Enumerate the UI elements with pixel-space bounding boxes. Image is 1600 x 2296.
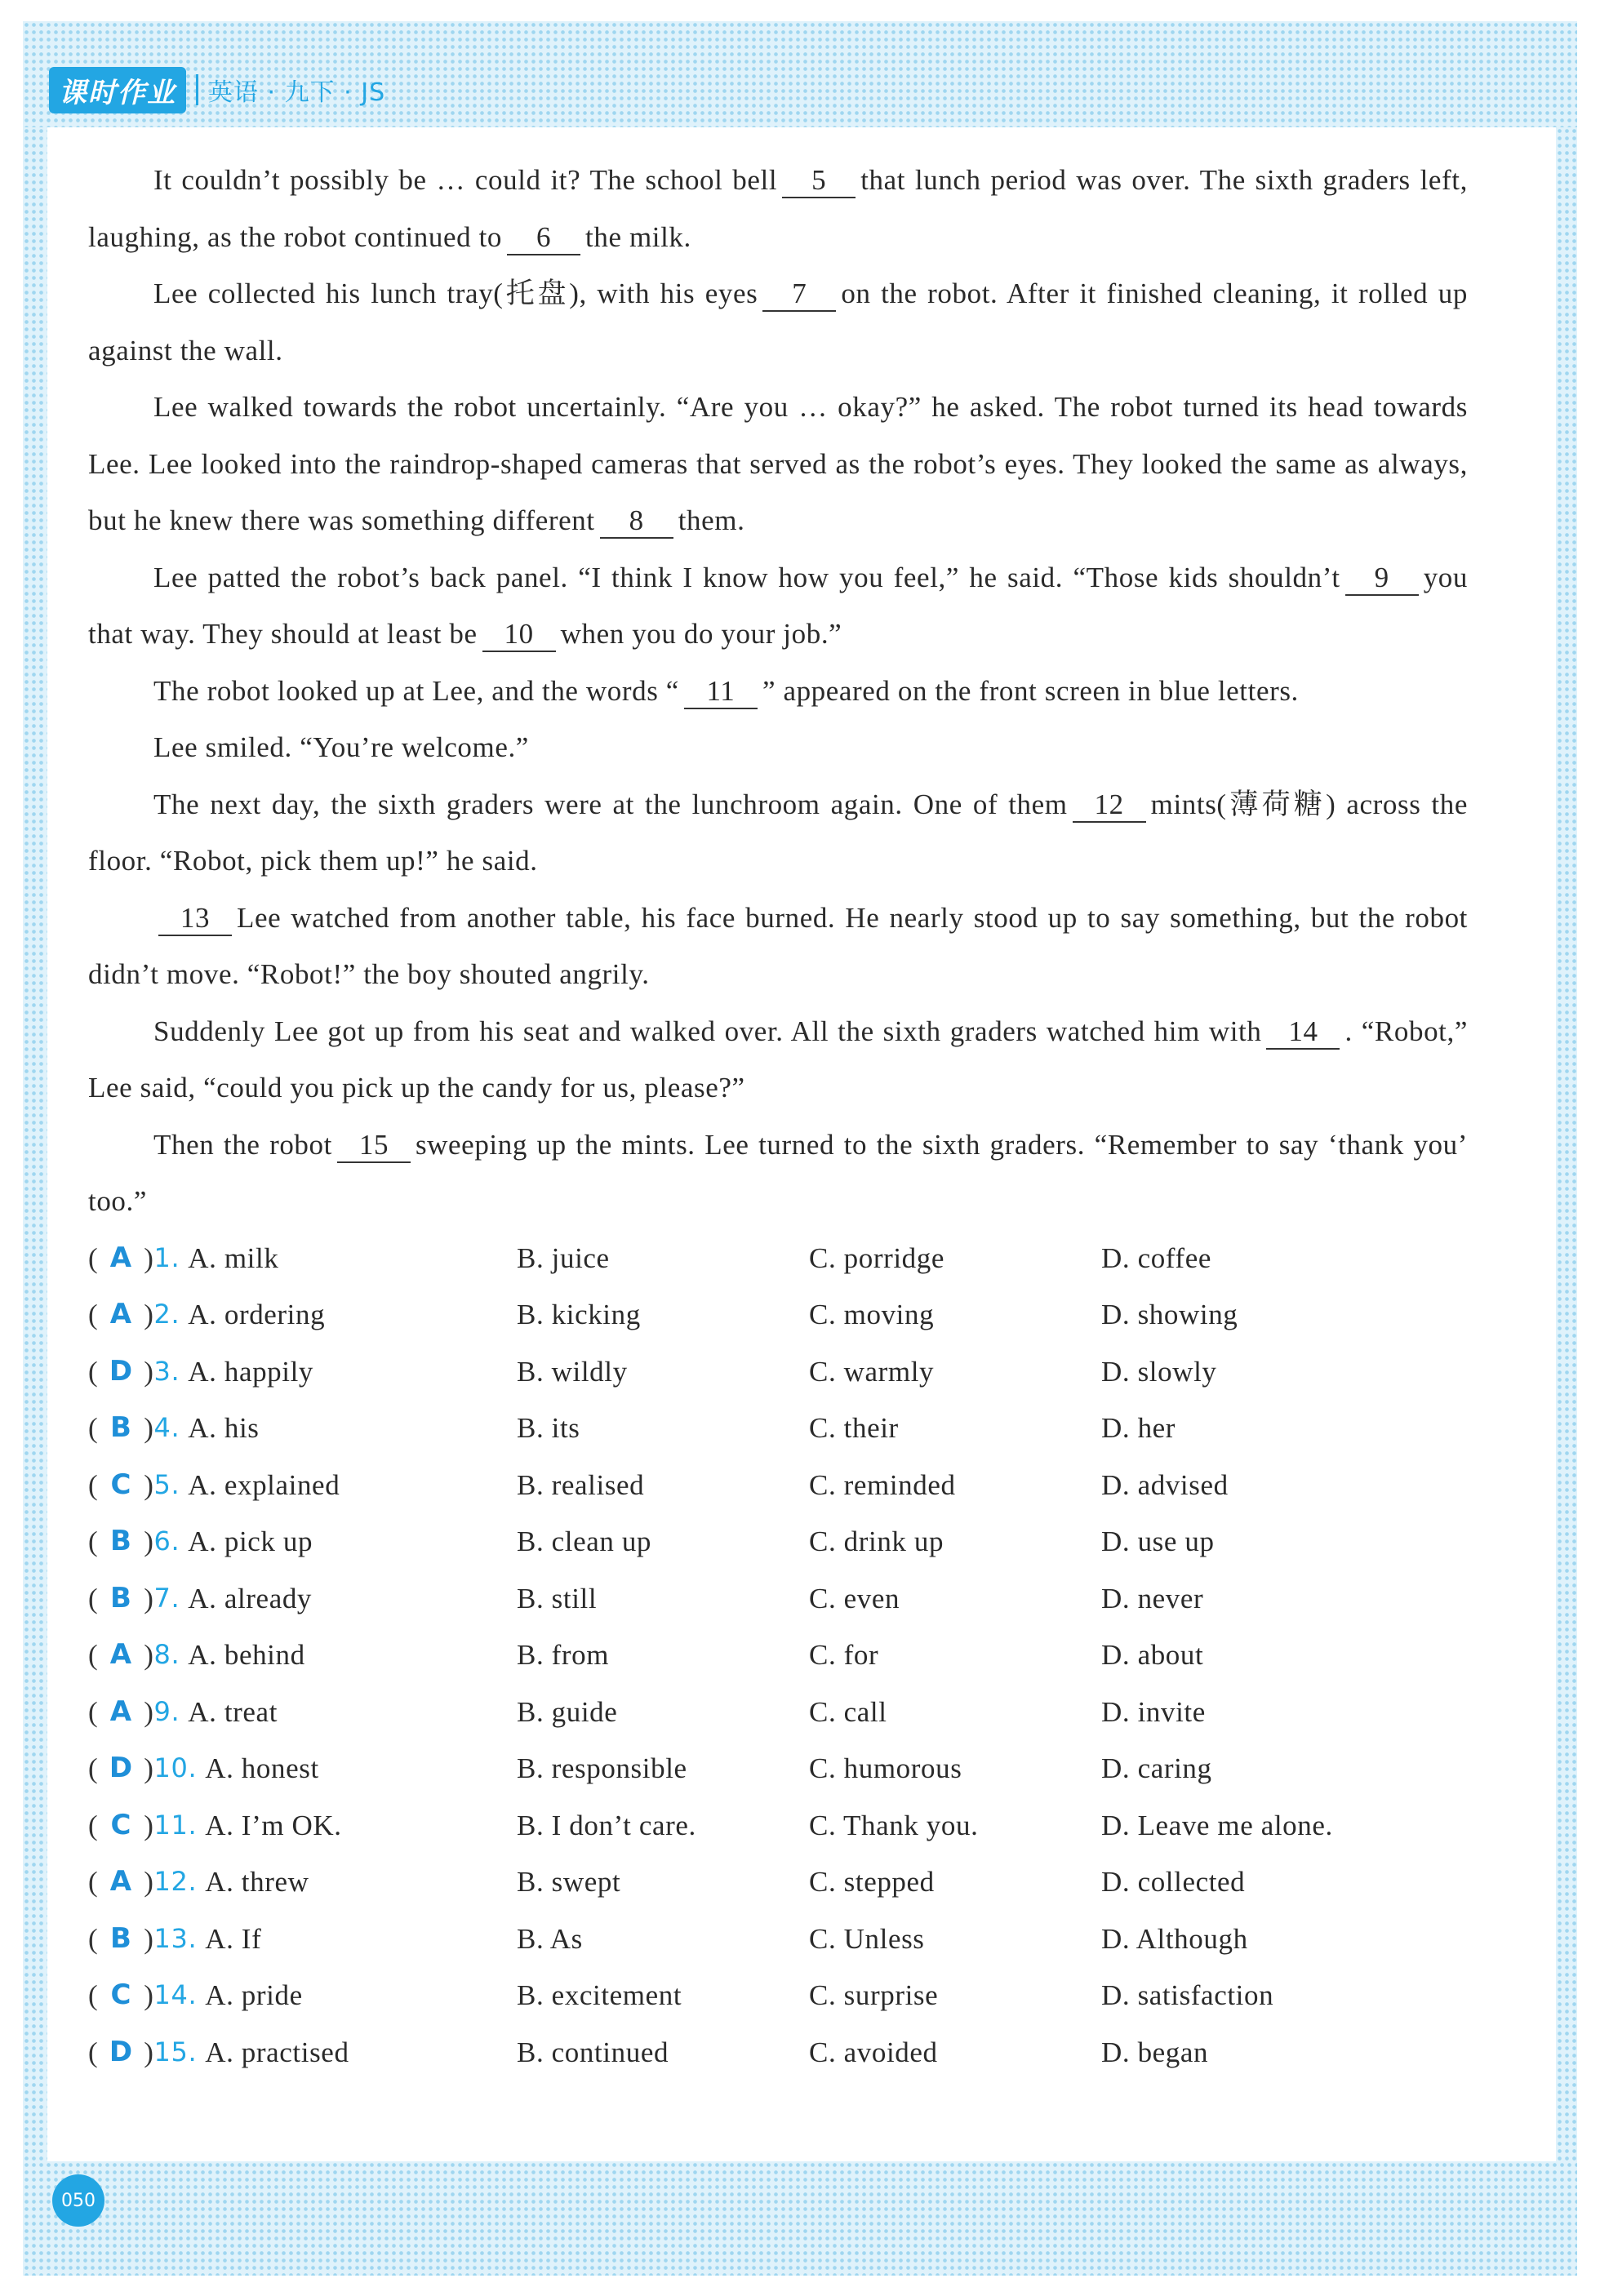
close-paren: ) — [144, 1639, 154, 1671]
page-number: 050 — [52, 2174, 104, 2227]
open-paren: ( — [88, 1299, 99, 1330]
passage-paragraph: Lee walked towards the robot uncertainly. “Are you … okay?” he asked. The robot turned its head towards Lee. Lee looked into the raindrop-shaped cameras that served as the robot’s eyes. They looked the same as always, but he knew there was something different 8 them. — [88, 379, 1468, 549]
question-number: 15. — [153, 2036, 198, 2067]
question-number: 4. — [153, 1412, 180, 1443]
option-a: A. his — [188, 1412, 260, 1444]
open-paren: ( — [88, 1752, 99, 1784]
option-d: D. about — [1101, 1639, 1204, 1671]
option-b: B. guide — [517, 1695, 618, 1728]
option-a: A. treat — [188, 1695, 278, 1728]
open-paren: ( — [88, 1809, 99, 1841]
close-paren: ) — [144, 1241, 154, 1274]
passage-paragraph: Then the robot 15 sweeping up the mints. Lee turned to the sixth graders. “Remember to say ‘thank you’ too.” — [88, 1128, 1469, 1217]
option-a: A. If — [205, 1922, 262, 1955]
close-paren: ) — [144, 1412, 154, 1444]
open-paren: ( — [88, 2036, 99, 2068]
question-lead — [88, 1797, 517, 1854]
question-row — [88, 1513, 1468, 1570]
question-row — [88, 1400, 1468, 1457]
question-lead — [88, 1343, 517, 1401]
answer-choice: C — [110, 1808, 132, 1841]
answer-blank: 13 — [158, 902, 232, 936]
option-d: D. began — [1101, 2036, 1209, 2068]
option-c: C. avoided — [809, 2036, 938, 2068]
answer-choice: A — [109, 1638, 132, 1671]
question-number: 12. — [153, 1866, 198, 1897]
question-row — [88, 1627, 1468, 1684]
option-b: B. kicking — [517, 1299, 641, 1330]
answer-choice: D — [109, 1354, 133, 1388]
question-lead — [88, 1911, 517, 1968]
question-number: 1. — [153, 1241, 180, 1273]
worksheet-content — [88, 152, 1468, 2081]
option-a: A. threw — [205, 1866, 309, 1898]
question-lead — [88, 1286, 517, 1343]
close-paren: ) — [144, 1582, 154, 1614]
passage-paragraph: 13 Lee watched from another table, his face burned. He nearly stood up to say something, but the robot didn’t move. “Robot!” the boy shouted angrily. — [88, 901, 1468, 990]
option-c: C. their — [809, 1412, 899, 1444]
option-d: D. invite — [1101, 1695, 1206, 1728]
option-d: D. satisfaction — [1101, 1979, 1274, 2011]
close-paren: ) — [144, 1468, 154, 1501]
open-paren: ( — [88, 1639, 99, 1671]
answer-blank: 9 — [1345, 562, 1419, 596]
question-lead — [88, 2024, 517, 2081]
option-d: D. Leave me alone. — [1101, 1809, 1333, 1841]
question-row — [88, 1343, 1468, 1401]
open-paren: ( — [88, 1412, 99, 1444]
question-lead — [88, 1230, 517, 1287]
option-c: C. porridge — [809, 1241, 945, 1274]
question-row — [88, 1230, 1468, 1287]
option-d: D. never — [1101, 1582, 1204, 1614]
close-paren: ) — [144, 1866, 154, 1898]
option-a: A. honest — [205, 1752, 319, 1784]
question-lead — [88, 1570, 517, 1628]
answer-blank: 10 — [482, 618, 556, 652]
option-c: C. humorous — [809, 1752, 962, 1784]
option-a: A. pick up — [188, 1525, 313, 1557]
page-header — [49, 67, 385, 113]
question-lead — [88, 1684, 517, 1741]
option-b: B. As — [517, 1922, 583, 1955]
option-c: C. for — [809, 1639, 879, 1671]
option-c: C. reminded — [809, 1468, 956, 1501]
question-lead — [88, 1627, 517, 1684]
option-b: B. its — [517, 1412, 580, 1444]
question-number: 7. — [153, 1582, 180, 1614]
option-b: B. excitement — [517, 1979, 682, 2011]
close-paren: ) — [144, 1299, 154, 1330]
close-paren: ) — [144, 1752, 154, 1784]
option-b: B. continued — [517, 2036, 669, 2068]
brand-logo: 课时作业 — [49, 67, 186, 113]
option-b: B. juice — [517, 1241, 610, 1274]
answer-blank: 11 — [684, 675, 758, 709]
option-a: A. ordering — [188, 1299, 326, 1330]
passage-paragraph: It couldn’t possibly be … could it? The school bell 5 that lunch period was over. The sixth graders left, laughing, as the robot continued to 6 the milk. — [88, 152, 1468, 265]
answer-choice: A — [109, 1865, 132, 1898]
answer-blank: 5 — [782, 164, 856, 198]
answer-choice: B — [110, 1525, 132, 1557]
right-dotted-border — [1556, 127, 1577, 2161]
option-d: D. use up — [1101, 1525, 1215, 1557]
question-number: 9. — [153, 1695, 180, 1727]
bottom-dotted-banner — [23, 2161, 1577, 2276]
question-row — [88, 2024, 1468, 2081]
option-c: C. even — [809, 1582, 900, 1614]
option-c: C. drink up — [809, 1525, 944, 1557]
passage-paragraph: The next day, the sixth graders were at the lunchroom again. One of them 12 mints(薄荷糖) across the floor. “Robot, pick them up!” he said. — [88, 788, 1468, 877]
passage-paragraph: The robot looked up at Lee, and the words “ 11 ” appeared on the front screen in blue letters. — [88, 663, 1468, 720]
option-c: C. call — [809, 1695, 887, 1728]
open-paren: ( — [88, 1468, 99, 1501]
question-row — [88, 1570, 1468, 1628]
question-lead — [88, 1854, 517, 1911]
option-b: B. clean up — [517, 1525, 652, 1557]
option-b: B. still — [517, 1582, 598, 1614]
close-paren: ) — [144, 1979, 154, 2011]
header-divider — [196, 74, 198, 105]
option-a: A. I’m OK. — [205, 1809, 342, 1841]
close-paren: ) — [144, 1922, 154, 1955]
close-paren: ) — [144, 1355, 154, 1388]
answer-choice: B — [110, 1921, 132, 1955]
option-a: A. behind — [188, 1639, 305, 1671]
option-b: B. from — [517, 1639, 610, 1671]
option-a: A. already — [188, 1582, 313, 1614]
close-paren: ) — [144, 2036, 154, 2068]
passage-paragraph: Lee smiled. “You’re welcome.” — [153, 731, 529, 763]
option-b: B. responsible — [517, 1752, 687, 1784]
option-a: A. happily — [188, 1355, 314, 1388]
option-c: C. Thank you. — [809, 1809, 979, 1841]
answer-choice: B — [110, 1411, 132, 1444]
option-a: A. pride — [205, 1979, 303, 2011]
answer-blank: 14 — [1266, 1015, 1340, 1050]
option-d: D. advised — [1101, 1468, 1229, 1501]
option-a: A. explained — [188, 1468, 340, 1501]
option-b: B. realised — [517, 1468, 645, 1501]
answer-choice: D — [109, 2035, 133, 2068]
question-row — [88, 1967, 1468, 2024]
question-number: 6. — [153, 1525, 180, 1557]
open-paren: ( — [88, 1866, 99, 1898]
answer-blank: 7 — [762, 278, 836, 312]
option-a: A. milk — [188, 1241, 279, 1274]
question-row — [88, 1911, 1468, 1968]
open-paren: ( — [88, 1922, 99, 1955]
question-lead — [88, 1513, 517, 1570]
option-c: C. surprise — [809, 1979, 939, 2011]
option-b: B. swept — [517, 1866, 621, 1898]
passage-paragraph: Suddenly Lee got up from his seat and walked over. All the sixth graders watched him with 14 . “Robot,” Lee said, “could you pick up the candy for us, please?” — [88, 1015, 1468, 1104]
option-d: D. her — [1101, 1412, 1176, 1444]
open-paren: ( — [88, 1355, 99, 1388]
option-c: C. stepped — [809, 1866, 935, 1898]
answer-choice: B — [110, 1581, 132, 1614]
left-dotted-border — [23, 127, 47, 2161]
close-paren: ) — [144, 1809, 154, 1841]
question-row — [88, 1457, 1468, 1514]
answer-blank: 12 — [1073, 788, 1146, 823]
answer-choice: A — [109, 1298, 132, 1330]
question-number: 14. — [153, 1979, 198, 2010]
question-number: 3. — [153, 1355, 180, 1387]
option-c: C. Unless — [809, 1922, 925, 1955]
answer-choice: C — [110, 1468, 132, 1501]
answer-choice: A — [109, 1241, 132, 1274]
passage-paragraph: Lee collected his lunch tray(托盘), with his eyes 7 on the robot. After it finished cleaning, it rolled up against the wall. — [88, 278, 1468, 366]
question-number: 8. — [153, 1639, 180, 1670]
option-d: D. Although — [1101, 1922, 1248, 1955]
question-number: 2. — [153, 1299, 180, 1330]
question-row — [88, 1684, 1468, 1741]
question-list — [88, 1230, 1468, 2081]
option-b: B. I don’t care. — [517, 1809, 696, 1841]
open-paren: ( — [88, 1582, 99, 1614]
option-a: A. practised — [205, 2036, 349, 2068]
question-lead — [88, 1740, 517, 1797]
passage-paragraph: Lee patted the robot’s back panel. “I think I know how you feel,” he said. “Those kids shouldn’t 9 you that way. They should at least be 10 when you do your job.” — [88, 549, 1468, 663]
question-number: 11. — [153, 1809, 198, 1841]
option-d: D. slowly — [1101, 1355, 1217, 1388]
question-lead — [88, 1400, 517, 1457]
option-d: D. showing — [1101, 1299, 1238, 1330]
question-lead — [88, 1967, 517, 2024]
answer-choice: A — [109, 1694, 132, 1728]
answer-choice: C — [110, 1978, 132, 2011]
question-lead — [88, 1457, 517, 1514]
close-paren: ) — [144, 1525, 154, 1557]
open-paren: ( — [88, 1695, 99, 1728]
question-row — [88, 1797, 1468, 1854]
option-d: D. coffee — [1101, 1241, 1211, 1274]
option-d: D. collected — [1101, 1866, 1246, 1898]
question-number: 13. — [153, 1922, 198, 1954]
answer-blank: 15 — [337, 1129, 411, 1163]
open-paren: ( — [88, 1525, 99, 1557]
question-row — [88, 1286, 1468, 1343]
close-paren: ) — [144, 1695, 154, 1728]
option-d: D. caring — [1101, 1752, 1212, 1784]
answer-blank: 8 — [600, 504, 673, 539]
question-number: 5. — [153, 1468, 180, 1500]
subject-label: 英语 · 九下 · JS — [208, 78, 386, 107]
open-paren: ( — [88, 1241, 99, 1274]
option-c: C. warmly — [809, 1355, 935, 1388]
question-number: 10. — [153, 1752, 198, 1783]
answer-choice: D — [109, 1752, 133, 1784]
open-paren: ( — [88, 1979, 99, 2011]
question-row — [88, 1740, 1468, 1797]
option-c: C. moving — [809, 1299, 935, 1330]
question-row — [88, 1854, 1468, 1911]
option-b: B. wildly — [517, 1355, 628, 1388]
answer-blank: 6 — [507, 221, 580, 255]
